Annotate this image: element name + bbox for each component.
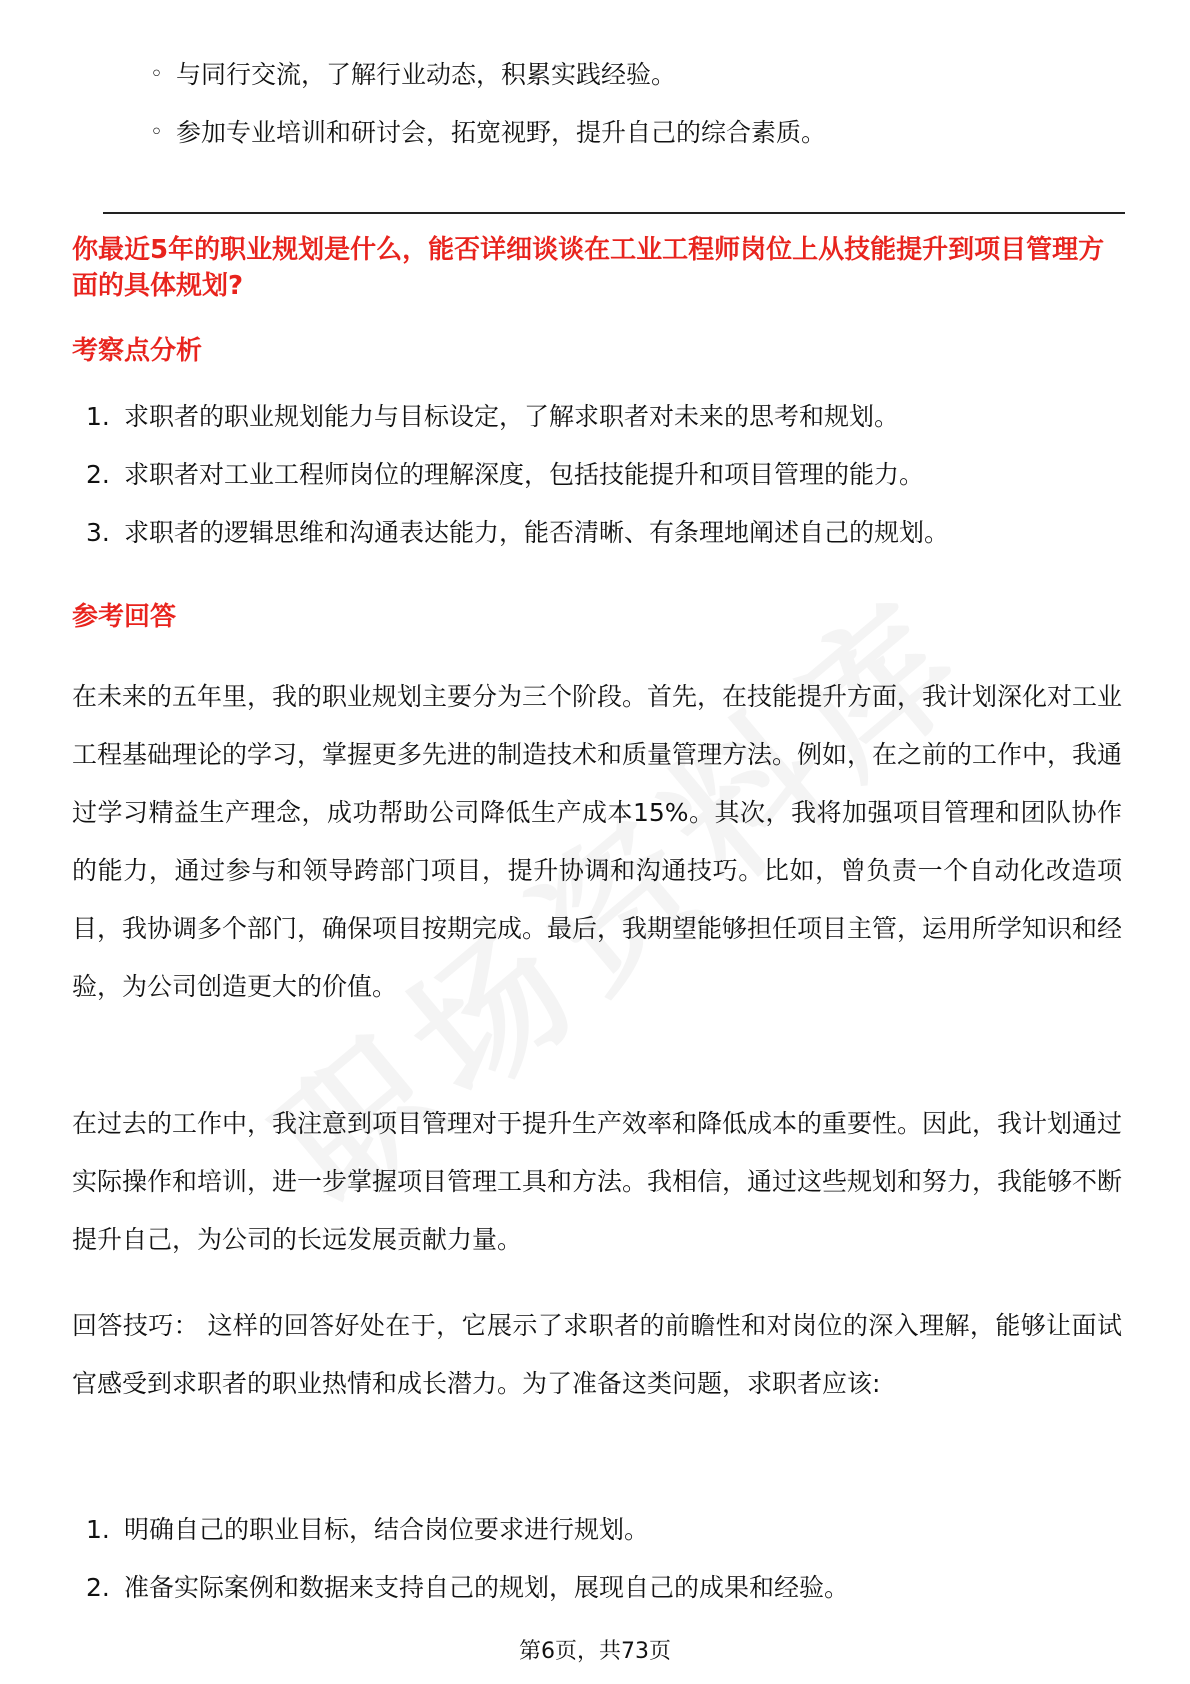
list-text: 求职者对工业工程师岗位的理解深度，包括技能提升和项目管理的能力。 (124, 460, 925, 489)
list-item (86, 1568, 1106, 1626)
list-item (86, 1510, 1106, 1568)
bullet-marker: ◦ (150, 120, 163, 145)
analysis-heading: 考察点分析 (72, 336, 203, 366)
list-text: 求职者的逻辑思维和沟通表达能力，能否清晰、有条理地阐述自己的规划。 (124, 518, 950, 547)
list-item (86, 513, 1106, 571)
list-item (86, 397, 1106, 455)
bullet-text: 与同行交流，了解行业动态，积累实践经验。 (176, 60, 677, 89)
tips-list (86, 1510, 1106, 1626)
analysis-list (86, 397, 1106, 571)
bullet-item (150, 46, 1100, 104)
bullet-marker: ◦ (150, 62, 163, 87)
list-number: 2. (86, 1573, 110, 1602)
list-number: 2. (86, 460, 110, 489)
list-item (86, 455, 1106, 513)
bullet-list (150, 46, 1100, 162)
list-number: 1. (86, 402, 110, 431)
list-text: 准备实际案例和数据来支持自己的规划，展现自己的成果和经验。 (124, 1573, 850, 1602)
page-footer: 第6页，共73页 (519, 1639, 671, 1664)
tips-paragraph: 回答技巧： 这样的回答好处在于，它展示了求职者的前瞻性和对岗位的深入理解，能够让面试官感受到求职者的职业热情和成长潜力。为了准备这类问题，求职者应该: (72, 1311, 1122, 1398)
list-number: 1. (86, 1515, 110, 1544)
section-divider (103, 212, 1125, 214)
answer-heading: 参考回答 (72, 602, 177, 632)
list-number: 3. (86, 518, 110, 547)
bullet-text: 参加专业培训和研讨会，拓宽视野，提升自己的综合素质。 (176, 118, 827, 147)
answer-paragraph: 在未来的五年里，我的职业规划主要分为三个阶段。首先，在技能提升方面，我计划深化对工业工程基础理论的学习，掌握更多先进的制造技术和质量管理方法。例如，在之前的工作中，我通过学习精益生产理念，成功帮助公司降低生产成本15%。其次，我将加强项目管理和团队协作的能力，通过参与和领导跨部门项目，提升协调和沟通技巧。比如，曾负责一个自动化改造项目，我协调多个部门，确保项目按期完成。最后，我期望能够担任项目主管，运用所学知识和经验，为公司创造更大的价值。 (72, 682, 1123, 1001)
answer-paragraph: 在过去的工作中，我注意到项目管理对于提升生产效率和降低成本的重要性。因此，我计划通过实际操作和培训，进一步掌握项目管理工具和方法。我相信，通过这些规划和努力，我能够不断提升自己，为公司的长远发展贡献力量。 (72, 1109, 1123, 1254)
list-text: 明确自己的职业目标，结合岗位要求进行规划。 (124, 1515, 650, 1544)
bullet-item (150, 104, 1100, 162)
list-text: 求职者的职业规划能力与目标设定，了解求职者对未来的思考和规划。 (124, 402, 900, 431)
question-heading: 你最近5年的职业规划是什么，能否详细谈谈在工业工程师岗位上从技能提升到项目管理方面的具体规划? (72, 235, 1105, 301)
